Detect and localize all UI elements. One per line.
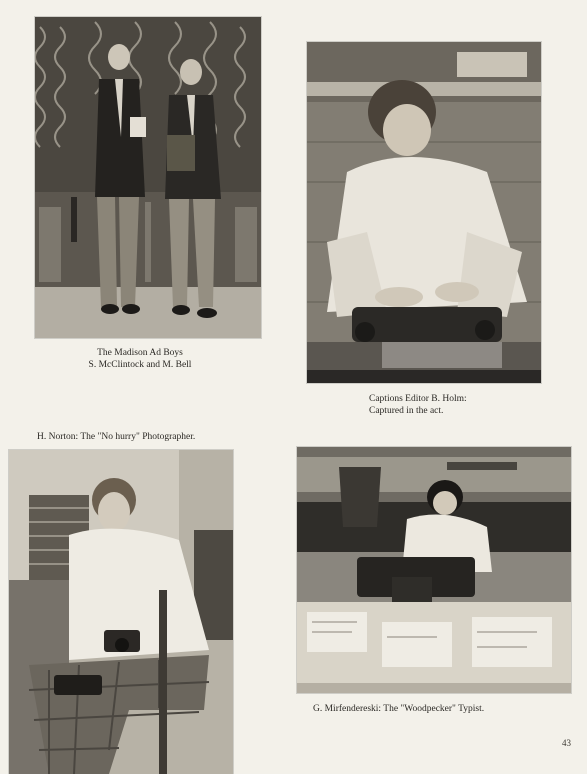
page-number: 43 (562, 738, 571, 748)
photo-ad-boys-image (35, 17, 261, 338)
photo-photographer (9, 450, 233, 774)
photo-captions-editor-image (307, 42, 541, 383)
photo-captions-editor (307, 42, 541, 383)
caption-typist: G. Mirfendereski: The "Woodpecker" Typist. (313, 704, 485, 714)
caption-captions-editor (369, 393, 467, 417)
photo-typist (297, 447, 571, 693)
caption-ad-boys-line-1: The Madison Ad Boys (97, 348, 183, 358)
photo-typist-image (297, 447, 571, 693)
photo-photographer-image (9, 450, 233, 774)
photo-ad-boys (35, 17, 261, 338)
caption-ad-boys-line-2: S. McClintock and M. Bell (88, 360, 192, 370)
caption-captions-editor-line-1: Captions Editor B. Holm: (369, 394, 467, 404)
caption-photographer: H. Norton: The "No hurry" Photographer. (37, 432, 196, 442)
caption-ad-boys (35, 347, 245, 371)
caption-captions-editor-line-2: Captured in the act. (369, 406, 444, 416)
